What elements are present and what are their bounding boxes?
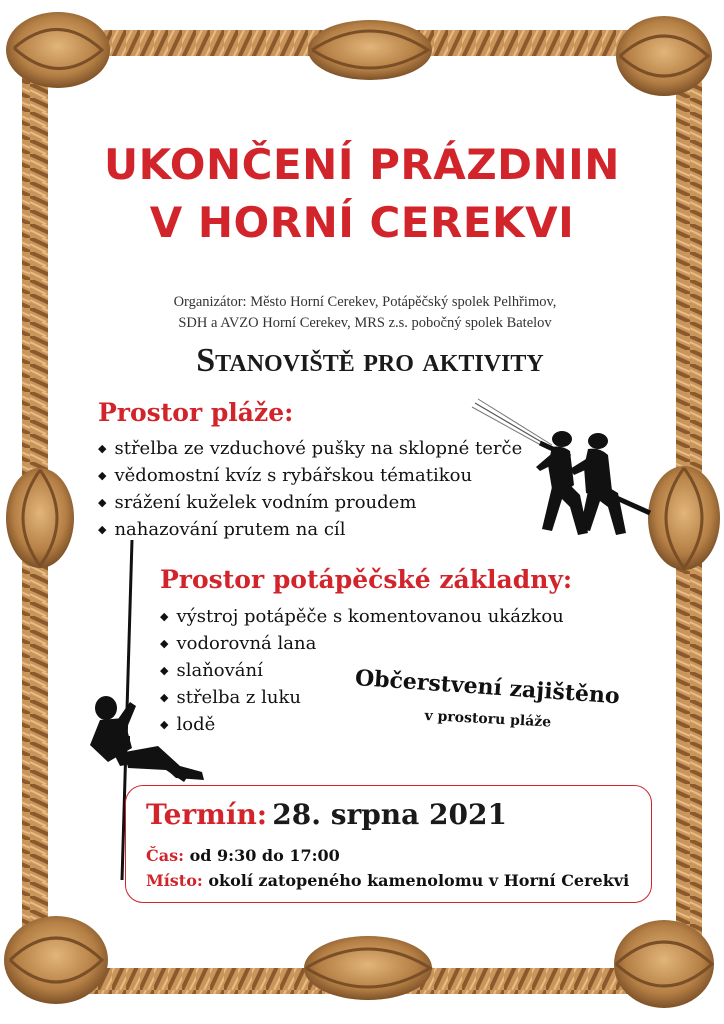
bullet-icon: ◆ bbox=[98, 496, 107, 509]
organizer-text bbox=[120, 292, 610, 334]
bullet-icon: ◆ bbox=[160, 610, 169, 623]
section-heading: Stanoviště pro aktivity bbox=[196, 342, 544, 379]
firefighters-silhouette-icon bbox=[470, 395, 660, 540]
list-item-text: střelba z luku bbox=[176, 687, 301, 708]
bullet-icon: ◆ bbox=[160, 718, 169, 731]
list-item-text: vodorovná lana bbox=[176, 633, 317, 654]
bullet-icon: ◆ bbox=[160, 691, 169, 704]
rope-knot-left-middle bbox=[6, 468, 74, 568]
bullet-icon: ◆ bbox=[160, 637, 169, 650]
organizer-line-2: SDH a AVZO Horní Cerekev, MRS z.s. pobočný spolek Batelov bbox=[178, 315, 552, 331]
event-time-row bbox=[146, 846, 340, 865]
list-item-text: srážení kuželek vodním proudem bbox=[114, 492, 417, 513]
list-item bbox=[160, 603, 564, 630]
list-item bbox=[98, 489, 522, 516]
refreshment-line-2: v prostoru pláže bbox=[424, 708, 552, 731]
beach-heading: Prostor pláže: bbox=[98, 398, 294, 427]
list-item-text: střelba ze vzduchové pušky na sklopné terče bbox=[114, 438, 523, 459]
time-label: Čas: bbox=[146, 846, 185, 865]
event-date-row bbox=[146, 798, 507, 831]
list-item-text: slaňování bbox=[176, 660, 263, 681]
rope-knot-bottom-center bbox=[304, 936, 432, 1000]
list-item bbox=[160, 630, 564, 657]
place-value: okolí zatopeného kamenolomu v Horní Cerekvi bbox=[208, 871, 630, 890]
bullet-icon: ◆ bbox=[160, 664, 169, 677]
list-item-text: lodě bbox=[176, 714, 216, 735]
bullet-icon: ◆ bbox=[98, 442, 107, 455]
list-item bbox=[98, 435, 522, 462]
refreshment-line-1: Občerstvení zajištěno bbox=[354, 665, 621, 710]
event-place-row bbox=[146, 871, 629, 890]
rope-knot-bottom-right bbox=[614, 920, 714, 1008]
bullet-icon: ◆ bbox=[98, 469, 107, 482]
rope-knot-top-left bbox=[6, 12, 110, 88]
list-item-text: nahazování prutem na cíl bbox=[114, 519, 346, 540]
list-item bbox=[98, 516, 522, 543]
list-item-text: vědomostní kvíz s rybářskou tématikou bbox=[114, 465, 473, 486]
beach-list bbox=[98, 435, 522, 543]
list-item bbox=[98, 462, 522, 489]
bullet-icon: ◆ bbox=[98, 523, 107, 536]
title-line-2: V HORNÍ CEREKVI bbox=[149, 198, 575, 247]
rope-knot-bottom-left bbox=[4, 916, 108, 1004]
rope-knot-top-right bbox=[616, 16, 712, 96]
list-item-text: výstroj potápěče s komentovanou ukázkou bbox=[176, 606, 564, 627]
rope-knot-top-center bbox=[308, 20, 432, 80]
event-date: 28. srpna 2021 bbox=[272, 798, 507, 831]
time-value: od 9:30 do 17:00 bbox=[189, 846, 340, 865]
title-line-1: UKONČENÍ PRÁZDNIN bbox=[104, 140, 620, 189]
organizer-line-1: Organizátor: Město Horní Cerekev, Potápěčský spolek Pelhřimov, bbox=[173, 294, 557, 310]
diving-base-heading: Prostor potápěčské základny: bbox=[160, 565, 573, 594]
termin-label: Termín: bbox=[146, 798, 268, 831]
place-label: Místo: bbox=[146, 871, 203, 890]
